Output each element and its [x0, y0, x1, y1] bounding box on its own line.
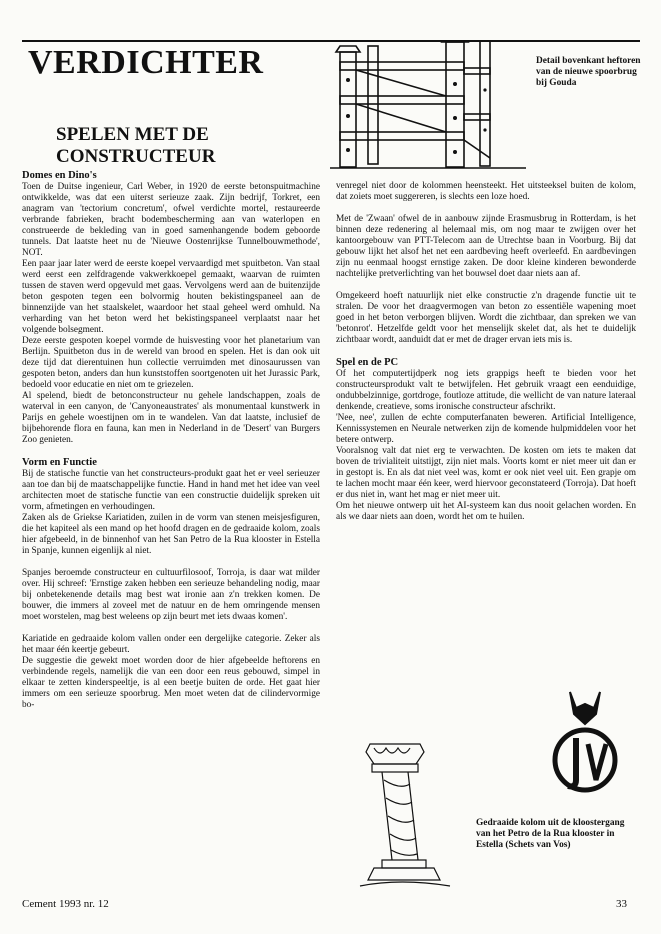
fox-logo-icon: [540, 688, 630, 800]
paragraph: Al spelend, biedt de betonconstructeur nu gehele landschappen, zoals de waterval in een canyon, de 'Canyoneaustrates' als monumentaal kunstwerk in Parijs en gehele woestijnen om in te wandelen. Van dat laatste, inclusief de bijbehorende flora en fauna, kan men in Nederland in de 'Desert' van Burgers Zoo genieten.: [22, 391, 320, 445]
top-figure-caption: Detail bovenkant heftoren van de nieuwe spoorbrug bij Gouda: [536, 56, 641, 88]
paragraph: Zaken als de Griekse Kariatiden, zuilen in de vorm van stenen meisjesfiguren, die het kapiteel als een mand op het hoofd dragen en de gedraaide kolom, zoals hier afgebeeld, in de binnenhof van het San Petro de la Rua klooster in Estella in Spanje, kunnen eigenlijk al niet.: [22, 513, 320, 556]
article-title: [56, 124, 316, 168]
bottom-figure-caption: Gedraaide kolom uit de kloostergang van het Petro de la Rua klooster in Estella (Schets van Vos): [476, 818, 625, 850]
paragraph: Om het nieuwe ontwerp uit het AI-systeem kan dus nooit gelachen worden. En als we daar niets aan doen, wordt het om te huilen.: [336, 501, 636, 522]
paragraph: Vooralsnog valt dat niet erg te verwachten. De kosten om iets te maken dat boven de trivialiteit uitstijgt, zijn niet mals. Voorts komt er niet meer uit dan er in gestopt is. En als dat niet veel was, komt er ook niet veel uit. Een grapje om te lachen mocht maar één keer, werd hiervoor geconstateerd (Torroja). Dat hoeft er dus niet in, want het mag er niet meer uit.: [336, 446, 636, 500]
journal-issue: Cement 1993 nr. 12: [22, 898, 109, 910]
paragraph: 'Nee, nee', zullen de echte computerfanaten beweren. Artificial Intelligence, Kennissystemen en Neurale netwerken zijn de komende hulpmiddelen voor het betere ontwerp.: [336, 413, 636, 445]
left-column: [22, 170, 320, 711]
paragraph: Bij de statische functie van het constructeurs-produkt gaat het er veel serieuzer aan toe dan bij de maatschappelijke functie. Hand in hand met het idee van veel architecten moet de statische functie van een constructie duidelijk spreken uit vorm, afmetingen en verhoudingen.: [22, 469, 320, 512]
paragraph: Toen de Duitse ingenieur, Carl Weber, in 1920 de eerste betonspuitmachine ontwikkelde, was dat een uiterst serieuze zaak. Zijn bedrijf, Torkret, een anagram van 'tectorium concretum', ofwel verdichte mortel, restaureerde verbrande fabrieken, bracht bodembescherming aan van waterlopen en construeerde de bekleding van in goed samenhangende bodem geboorde tunnels. Dat laatste heet nu de 'Nieuwe Oostenrijkse Tunnelbouwmethode', NOT.: [22, 182, 320, 258]
page-number: 33: [616, 898, 627, 910]
paragraph: Met de 'Zwaan' ofwel de in aanbouw zijnde Erasmusbrug in Rotterdam, is het binnen deze redenering al helemaal mis, om nog maar te zwijgen over het kantoorgebouw van PTT-Telecom aan de Utrechtse baan in Voorburg. Bij dat gebouw lijkt het alsof het net een aardbeving heeft overleefd. En aardbevingen zijn nu eenmaal hoogst ernstige zaken. De door kleine kinderen bewonderde nachtelijke pretverlichting van het bouwsel doet daar niets aan af.: [336, 214, 636, 279]
heading-spel-en-de-pc: Spel en de PC: [336, 357, 399, 368]
heftoren-illustration: [330, 40, 530, 170]
twisted-column-illustration: [330, 740, 470, 890]
paragraph: Een paar jaar later werd de eerste koepel vervaardigd met spuitbeton. Van staal werd eerst een zelfdragende vakwerkkoepel gemaakt, waarvan de ruimten tussen de staven werd opgevuld met gaas. Vervolgens werd aan de buitenzijde beton gespoten tegen een bolvormig houten bekistingspaneel aan de binnenzijde van het staalskelet, waardoor het staal geheel werd omhuld. Na verharding van het beton werd het bekistingspaneel verplaatst naar het volgende bolsegment.: [22, 259, 320, 335]
right-column: [336, 181, 636, 523]
section-title: VERDICHTER: [28, 44, 264, 81]
article-title-line-1: SPELEN MET DE: [56, 124, 209, 145]
paragraph: Kariatide en gedraaide kolom vallen onder een dergelijke categorie. Zeker als het maar één keertje gebeurt.: [22, 634, 320, 655]
paragraph: De suggestie die gewekt moet worden door de hier afgebeelde heftorens en verbindende regels, namelijk die van een door een reus gebouwd, simpel in elkaar te zetten kinderspeeltje, is al een beetje buiten de orde. Het gaat hier immers om een serieuze spoorbrug. Men moet weten dat de cilindervormige bo-: [22, 656, 320, 710]
paragraph: Of het computertijdperk nog iets grappigs heeft te bieden voor het constructeursprodukt valt te betwijfelen. Het gebruik vraagt een eenduidige, ondubbelzinnige, gortdroge, foutloze attitude, die wellicht de van nature lateraal denkende, creatieve, soms ironische constructeur afschrikt.: [336, 369, 636, 412]
heading-vorm-en-functie: Vorm en Functie: [22, 457, 97, 468]
paragraph: Deze eerste gespoten koepel vormde de huisvesting voor het planetarium van Berlijn. Spuitbeton dus in de wereld van brood en spelen. Het is dan ook uit deze tijd dat dierentuinen hun collectie verruimden met dinosaurussen van gespoten beton, anders dan hun kunststoffen soortgenoten uit het Jurassic Park, bedoeld voor educatie en niet om te griezelen.: [22, 336, 320, 390]
article-title-line-2: CONSTRUCTEUR: [56, 146, 216, 167]
paragraph: Spanjes beroemde constructeur en cultuurfilosoof, Torroja, is daar wat milder over. Hij schreef: 'Ernstige zaken hebben een serieuze behandeling nodig, maar bij onbetekenende details mag best wat ironie aan z'n trekken komen. De bouwer, die immers al zoveel met de natuur en de hem omringende mensen moet worstelen, mag best weleens op zijn beurt met iets dwaas komen'.: [22, 568, 320, 622]
paragraph: Omgekeerd hoeft natuurlijk niet elke constructie z'n dragende functie uit te stralen. De voor het draagvermogen van beton zo essentiële wapening moet goed in het beton verborgen blijven. Wordt die zichtbaar, dan spreken we van 'betonrot'. Hetzelfde geldt voor het menselijk skelet dat, als het te duidelijk zichtbaar wordt, aanduidt dat er met de drager ervan iets mis is.: [336, 291, 636, 345]
paragraph: venregel niet door de kolommen heensteekt. Het uitsteeksel buiten de kolom, dat zoiets moet suggereren, is slechts een loze hoed.: [336, 181, 636, 202]
heading-domes-en-dinos: Domes en Dino's: [22, 170, 97, 181]
